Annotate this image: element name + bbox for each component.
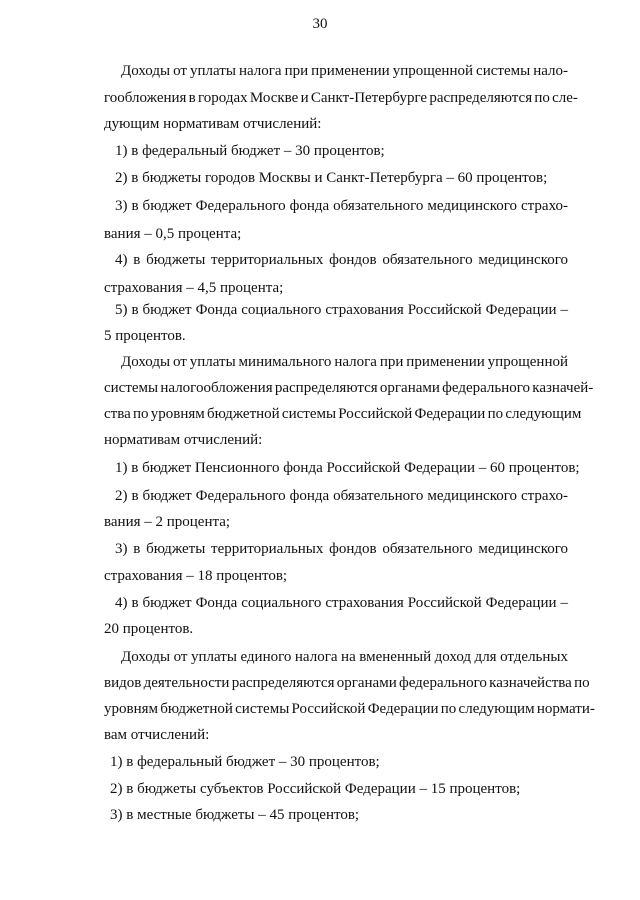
text-line: видов деятельности распределяются органами федерального казначейства по bbox=[104, 675, 590, 691]
list-item: 3) в местные бюджеты – 45 процентов; bbox=[110, 807, 360, 823]
text-line: ства по уровням бюджетной системы Российской Федерации по следующим bbox=[104, 406, 582, 422]
text-line: нормативам отчислений: bbox=[104, 432, 263, 448]
text-line: 3) в бюджеты территориальных фондов обязательного медицинского bbox=[115, 541, 568, 557]
text-line: вания – 2 процента; bbox=[104, 514, 231, 530]
text-line: уровням бюджетной системы Российской Федерации по следующим нормати- bbox=[104, 701, 595, 717]
text-line: 20 процентов. bbox=[104, 621, 194, 637]
list-item: 1) в федеральный бюджет – 30 процентов; bbox=[110, 754, 380, 770]
text-line: Доходы от уплаты налога при применении упрощенной системы нало- bbox=[121, 63, 568, 79]
page-number: 30 bbox=[312, 16, 328, 32]
text-line: страхования – 18 процентов; bbox=[104, 568, 288, 584]
list-item: 1) в бюджет Пенсионного фонда Российской Федерации – 60 процентов; bbox=[115, 460, 580, 476]
text-line: 4) в бюджеты территориальных фондов обязательного медицинского bbox=[115, 252, 568, 268]
text-line: Доходы от уплаты минимального налога при применении упрощенной bbox=[121, 354, 568, 370]
text-line: 3) в бюджет Федерального фонда обязательного медицинского страхо- bbox=[115, 198, 568, 214]
text-line: 2) в бюджет Федерального фонда обязательного медицинского страхо- bbox=[115, 488, 568, 504]
text-line: страхования – 4,5 процента; bbox=[104, 280, 284, 296]
text-line: системы налогообложения распределяются органами федерального казначей- bbox=[104, 380, 594, 396]
text-line: Доходы от уплаты единого налога на вмененный доход для отдельных bbox=[121, 649, 568, 665]
text-line: 5) в бюджет Фонда социального страхования Российской Федерации – bbox=[115, 302, 568, 318]
list-item: 2) в бюджеты субъектов Российской Федерации – 15 процентов; bbox=[110, 781, 521, 797]
text-line: вания – 0,5 процента; bbox=[104, 226, 242, 242]
text-line: дующим нормативам отчислений: bbox=[104, 116, 322, 132]
list-item: 1) в федеральный бюджет – 30 процентов; bbox=[115, 143, 385, 159]
text-line: вам отчислений: bbox=[104, 727, 210, 743]
text-line: гообложения в городах Москве и Санкт-Петербурге распределяются по сле- bbox=[104, 90, 578, 106]
text-line: 4) в бюджет Фонда социального страхования Российской Федерации – bbox=[115, 595, 568, 611]
list-item: 2) в бюджеты городов Москвы и Санкт-Петербурга – 60 процентов; bbox=[115, 170, 548, 186]
text-line: 5 процентов. bbox=[104, 328, 186, 344]
